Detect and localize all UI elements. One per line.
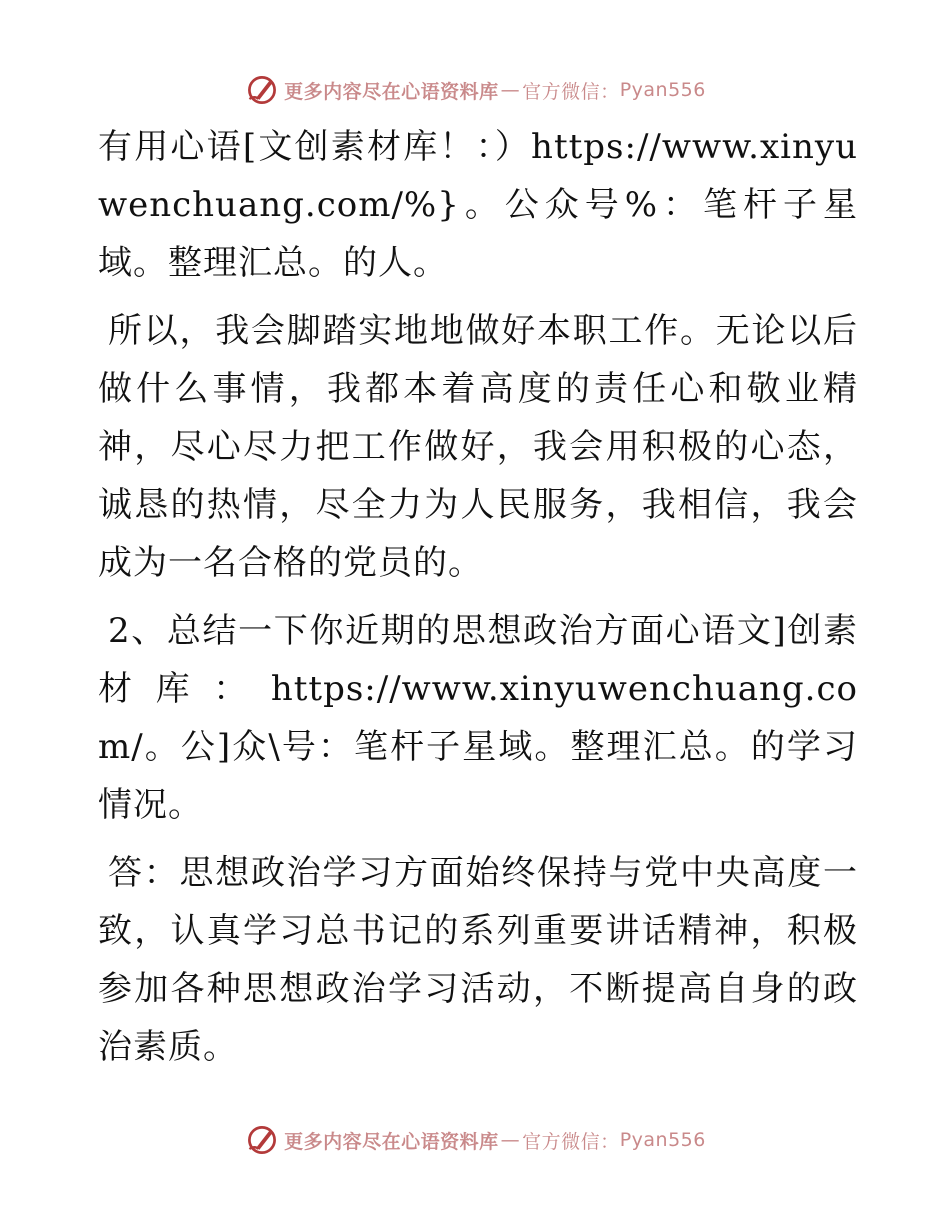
paragraph-1: 有用心语[文创素材库！：）https://www.xinyuwenchuang.com/%}。公众号%：笔杆子星域。整理汇总。的人。 — [98, 127, 858, 283]
banner-lead-text: 更多内容尽在心语资料库 — [284, 1130, 499, 1153]
banner-separator: — — [500, 1129, 521, 1151]
paragraph-4: 答：思想政治学习方面始终保持与党中央高度一致，认真学习总书记的系列重要讲话精神，积极参加各种思想政治学习活动，不断提高自身的政治素质。 — [98, 853, 858, 1067]
banner-wechat-label: 官方微信： — [522, 80, 620, 103]
banner-wechat-label: 官方微信： — [522, 1130, 620, 1153]
header-banner — [0, 70, 950, 110]
banner-lead-text: 更多内容尽在心语资料库 — [284, 80, 499, 103]
banner-wechat-id: Pyan556 — [619, 79, 706, 101]
banner-separator: — — [500, 79, 521, 101]
document-body — [98, 118, 858, 1086]
pen-nib-logo-icon — [244, 72, 280, 108]
pen-nib-logo-icon — [244, 1122, 280, 1158]
paragraph-2: 所以，我会脚踏实地地做好本职工作。无论以后做什么事情，我都本着高度的责任心和敬业精神，尽心尽力把工作做好，我会用积极的心态，诚恳的热情，尽全力为人民服务，我相信，我会成为一名合格的党员的。 — [98, 311, 858, 583]
banner-wechat-id: Pyan556 — [619, 1129, 706, 1151]
paragraph-3: 2、总结一下你近期的思想政治方面心语文]创素材库：https://www.xinyuwenchuang.com/。公]众\号：笔杆子星域。整理汇总。的学习情况。 — [98, 611, 858, 825]
footer-banner — [0, 1120, 950, 1160]
